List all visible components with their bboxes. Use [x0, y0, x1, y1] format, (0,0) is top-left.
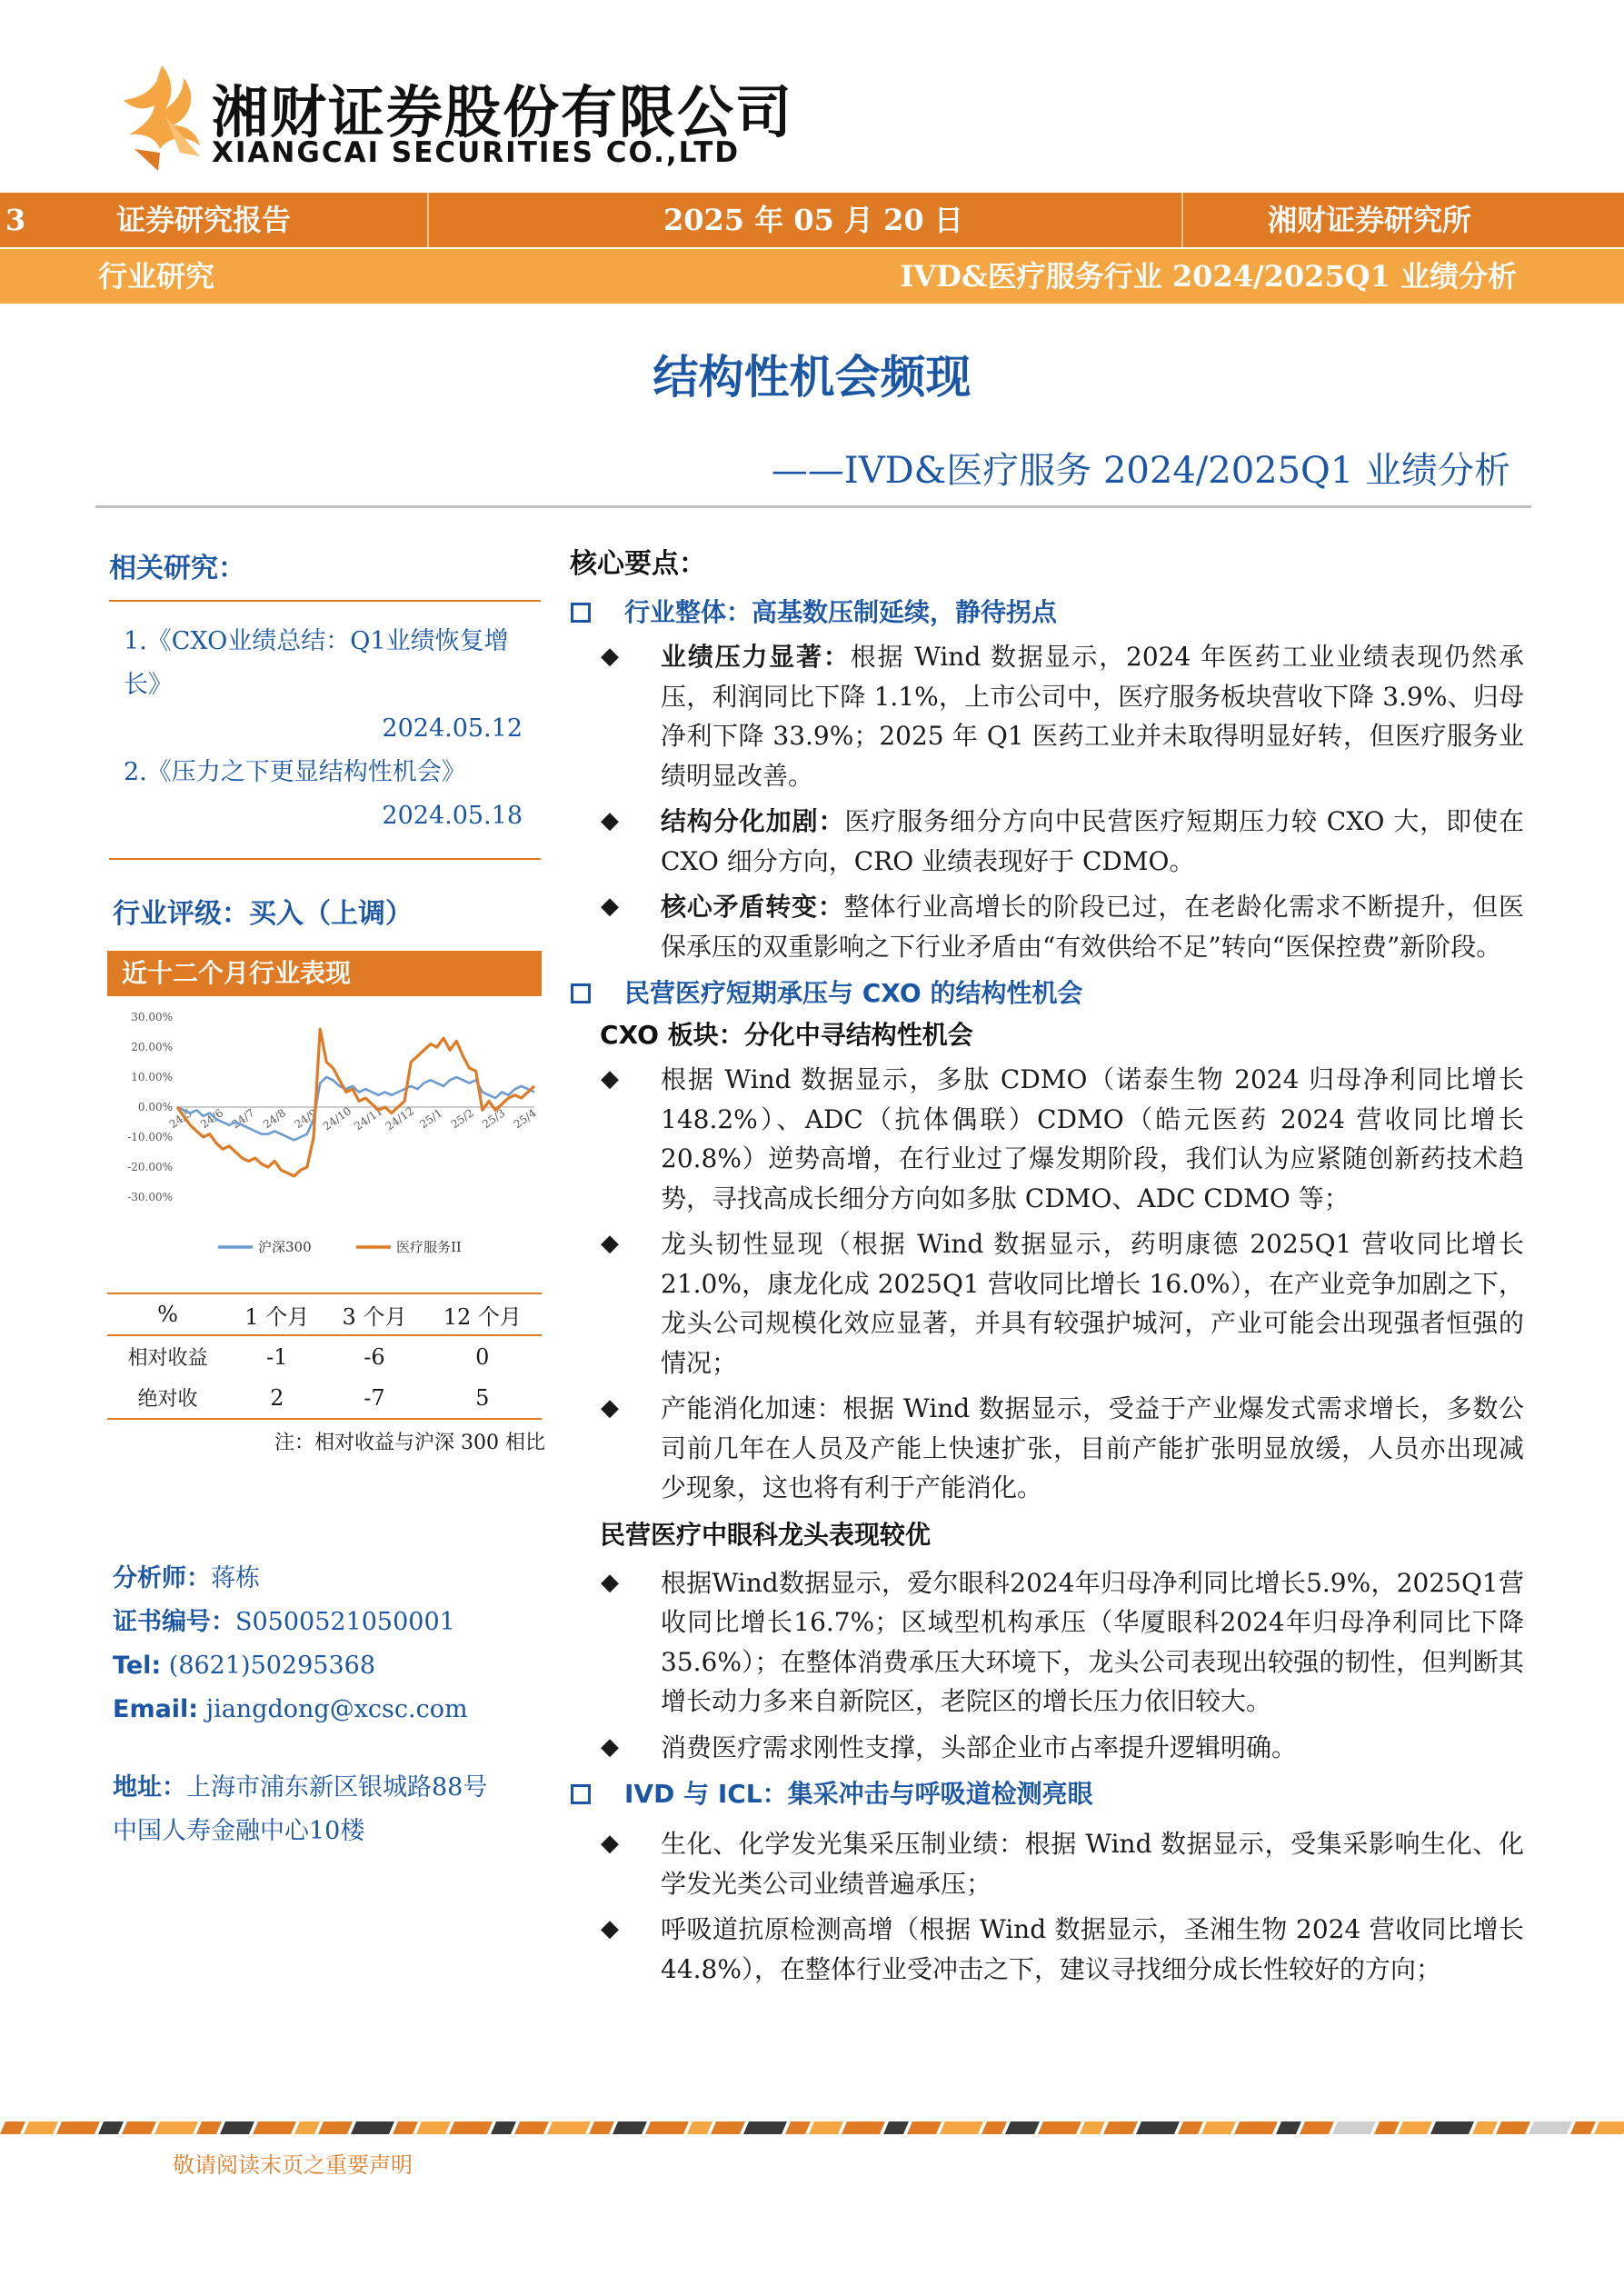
sidebar — [109, 545, 545, 1845]
x-tick-label: 24/10 — [320, 1104, 354, 1133]
x-tick-label: 25/4 — [511, 1106, 539, 1132]
address-line-2: 中国人寿金融中心10楼 — [113, 1817, 365, 1845]
related-item-date: 2024.05.12 — [382, 714, 523, 743]
x-tick-label: 24/12 — [383, 1104, 417, 1133]
tel-label: Tel: — [113, 1652, 162, 1680]
y-tick-label: 0.00% — [137, 1101, 173, 1113]
related-item-title[interactable]: 1.《CXO业绩总结：Q1业绩恢复增长》 — [124, 627, 509, 699]
industry-line: IVD&医疗服务行业 2024/2025Q1 业绩分析 — [900, 259, 1517, 294]
x-tick-label: 24/8 — [261, 1106, 289, 1132]
series-line — [177, 1029, 534, 1176]
table-header-cell: 1 个月 — [244, 1303, 310, 1330]
stripe-segment — [547, 2121, 591, 2134]
list-item: ◆ 根据Wind数据显示，爱尔眼科2024年归母净利同比增长5.9%，2025Q1营收同比增长16.7%；区域型机构承压（华厦眼科2024年归母净利同比下降35.6%）；在整体消费承压大环境下，龙头公司表现出较强的韧性，但判断其增长动力多来自新院区，老院区的增长压力依旧较大。 — [568, 1563, 1531, 1722]
checkbox-square-icon — [571, 603, 591, 623]
performance-note: 注：相对收益与沪深 300 相比 — [274, 1432, 545, 1454]
checkbox-square-icon — [571, 1784, 591, 1804]
footer-stripe — [0, 2121, 1624, 2134]
y-tick-label: 10.00% — [131, 1071, 173, 1083]
list-item: ◆ 结构分化加剧：医疗服务细分方向中民营医疗短期压力较 CXO 大，即使在 CXO 细分方向，CRO 业绩表现好于 CDMO。 — [568, 802, 1531, 881]
table-row — [107, 1377, 542, 1419]
report-subtitle: ——IVD&医疗服务 2024/2025Q1 业绩分析 — [771, 450, 1510, 492]
stripe-segment — [809, 2121, 843, 2134]
email-label: Email: — [113, 1695, 199, 1723]
stripe-segment — [907, 2121, 942, 2134]
x-tick-label: 24/11 — [352, 1104, 385, 1133]
stripe-segment — [1332, 2121, 1376, 2134]
table-row — [107, 1335, 542, 1377]
section-heading: 民营医疗短期承压与 CXO 的结构性机会 — [568, 973, 1531, 1014]
checkbox-square-icon — [571, 983, 591, 1003]
x-tick-label: 24/6 — [198, 1106, 226, 1132]
legend-label: 沪深300 — [258, 1239, 312, 1255]
table-cell: 0 — [475, 1343, 490, 1370]
related-item[interactable] — [124, 751, 541, 838]
stripe-segment — [743, 2121, 787, 2134]
stripe-segment — [842, 2121, 885, 2134]
table-cell: 5 — [475, 1384, 490, 1411]
x-tick-label: 24/5 — [166, 1106, 194, 1132]
list-item: ◆ 根据 Wind 数据显示，多肽 CDMO（诺泰生物 2024 归母净利同比增长 148.2%）、ADC（抗体偶联）CDMO（皓元医药 2024 营收同比增长 20.8%）逆势高增，在行业过了爆发期阶段，我们认为应紧随创新药技术趋势，寻找高成长细分方向如多肽 CDMO、ADC CDMO 等； — [568, 1060, 1531, 1218]
header-bar-secondary — [0, 249, 1624, 304]
list-item: ◆ 生化、化学发光集采压制业绩：根据 Wind 数据显示，受集采影响生化、化学发光类公司业绩普遍承压； — [568, 1824, 1531, 1903]
table-header-cell: 3 个月 — [342, 1303, 407, 1330]
diamond-bullet-icon: ◆ — [601, 1568, 619, 1596]
stripe-segment — [645, 2121, 689, 2134]
stripe-segment — [1103, 2121, 1138, 2134]
email-address[interactable]: jiangdong@xcsc.com — [205, 1695, 468, 1723]
stripe-segment — [24, 2121, 58, 2134]
table-cell: 相对收益 — [127, 1347, 208, 1370]
table-header-cell: % — [157, 1302, 178, 1327]
table-cell: -7 — [364, 1384, 385, 1411]
x-tick-label: 25/2 — [448, 1106, 476, 1132]
performance-table — [107, 1293, 542, 1420]
analyst-name: 蒋栋 — [211, 1564, 260, 1592]
tel-number: (8621)50295368 — [168, 1652, 376, 1680]
table-cell: 2 — [270, 1384, 284, 1411]
stripe-segment — [514, 2121, 549, 2134]
stripe-segment — [1398, 2121, 1432, 2134]
stripe-segment — [449, 2121, 493, 2134]
stripe-segment — [1136, 2121, 1180, 2134]
diamond-bullet-icon: ◆ — [601, 807, 619, 834]
y-tick-label: 30.00% — [131, 1011, 173, 1023]
stripe-segment — [711, 2121, 745, 2134]
header-separator — [1181, 193, 1183, 247]
list-item: ◆ 业绩压力显著：根据 Wind 数据显示，2024 年医药工业业绩表现仍然承压，利润同比下降 1.1%，上市公司中，医疗服务板块营收下降 3.9%、归母净利下降 33.9%；2025 年 Q1 医药工业并未取得明显好转，但医疗服务业绩明显改善。 — [568, 637, 1531, 795]
section-heading: 行业整体：高基数压制延续，静待拐点 — [568, 592, 1531, 634]
y-tick-label: -20.00% — [127, 1161, 173, 1173]
section-heading: IVD 与 ICL：集采冲击与呼吸道检测亮眼 — [568, 1773, 1531, 1815]
title-divider — [95, 505, 1531, 508]
list-item: ◆ 产能消化加速：根据 Wind 数据显示，受益于产业爆发式需求增长，多数公司前几年在人员及产能上快速扩张，目前产能扩张明显放缓，人员亦出现减少现象，这也将有利于产能消化。 — [568, 1389, 1531, 1508]
diamond-bullet-icon: ◆ — [601, 1065, 619, 1093]
stripe-segment — [1529, 2121, 1572, 2134]
legend-label: 医疗服务II — [396, 1239, 462, 1255]
y-tick-label: -30.00% — [127, 1191, 173, 1203]
related-research-list — [109, 600, 541, 860]
address-block — [113, 1766, 549, 1853]
analyst-label: 分析师： — [113, 1564, 211, 1592]
report-title: 结构性机会频现 — [653, 351, 971, 404]
main-content — [568, 541, 1531, 1995]
related-item[interactable] — [124, 620, 541, 751]
diamond-bullet-icon: ◆ — [601, 893, 619, 920]
table-header-row — [107, 1293, 542, 1335]
subsection-heading: 民营医疗中眼科龙头表现较优 — [600, 1519, 932, 1550]
company-name-cn: 湘财证券股份有限公司 — [212, 79, 794, 145]
x-tick-label: 25/3 — [480, 1106, 508, 1132]
x-tick-label: 24/7 — [229, 1106, 257, 1132]
company-name-en: XIANGCAI SECURITIES CO.,LTD — [212, 136, 741, 169]
stripe-segment — [1430, 2121, 1474, 2134]
analyst-info — [113, 1557, 468, 1732]
industry-rating: 行业评级：买入（上调） — [113, 898, 413, 930]
address-label: 地址： — [113, 1773, 186, 1802]
list-item: ◆ 龙头韧性显现（根据 Wind 数据显示，药明康德 2025Q1 营收同比增长 21.0%，康龙化成 2025Q1 营收同比增长 16.0%），在产业竞争加剧之下，龙头公司规模化效应显著，并具有较强护城河，产业可能会出现强者恒强的情况； — [568, 1224, 1531, 1383]
stripe-segment — [1234, 2121, 1278, 2134]
diamond-bullet-icon: ◆ — [601, 1394, 619, 1422]
x-tick-label: 25/1 — [417, 1106, 445, 1132]
table-cell: -6 — [364, 1343, 385, 1370]
footer-disclaimer: 敬请阅读末页之重要声明 — [173, 2152, 413, 2178]
address-line-1: 上海市浦东新区银城路88号 — [186, 1773, 488, 1802]
stripe-segment — [1300, 2121, 1334, 2134]
table-header-cell: 12 个月 — [443, 1303, 522, 1330]
stripe-segment — [318, 2121, 353, 2134]
diamond-bullet-icon: ◆ — [601, 1915, 619, 1942]
institute-name: 湘财证券研究所 — [1268, 203, 1472, 237]
diamond-bullet-icon: ◆ — [601, 1230, 619, 1257]
stripe-segment — [1038, 2121, 1081, 2134]
stripe-segment — [220, 2121, 254, 2134]
related-item-date: 2024.05.18 — [382, 802, 523, 830]
related-item-title[interactable]: 2.《压力之下更显结构性机会》 — [124, 758, 466, 786]
x-tick-label: 24/9 — [292, 1106, 320, 1132]
company-logo — [116, 62, 794, 180]
subsection-heading: CXO 板块：分化中寻结构性机会 — [600, 1020, 973, 1050]
report-category: 行业研究 — [98, 259, 215, 294]
report-type: 证券研究报告 — [116, 203, 292, 237]
header-bar-primary — [0, 193, 1624, 247]
list-item: ◆ 消费医疗需求刚性支撑，头部企业市占率提升逻辑明确。 — [568, 1728, 1531, 1768]
cert-label: 证书编号： — [113, 1608, 235, 1636]
stripe-segment — [122, 2121, 156, 2134]
list-item: ◆ 呼吸道抗原检测高增（根据 Wind 数据显示，圣湘生物 2024 营收同比增长 44.8%），在整体行业受冲击之下，建议寻找细分成长性较好的方向； — [568, 1910, 1531, 1989]
cert-number: S0500521050001 — [235, 1608, 455, 1636]
stripe-segment — [1201, 2121, 1236, 2134]
stripe-segment — [416, 2121, 451, 2134]
report-date: 2025 年 05 月 20 日 — [663, 203, 963, 237]
stripe-segment — [1005, 2121, 1040, 2134]
related-research-heading: 相关研究： — [109, 553, 245, 584]
stripe-segment — [351, 2121, 394, 2134]
table-cell: 绝对收 — [137, 1388, 198, 1411]
performance-heading: 近十二个月行业表现 — [107, 951, 542, 996]
stripe-segment — [940, 2121, 983, 2134]
diamond-bullet-icon: ◆ — [601, 643, 619, 670]
header-separator — [427, 193, 429, 247]
y-tick-label: -10.00% — [127, 1131, 173, 1143]
diamond-bullet-icon: ◆ — [601, 1830, 619, 1857]
stripe-segment — [154, 2121, 198, 2134]
stripe-segment — [253, 2121, 296, 2134]
stripe-segment — [613, 2121, 647, 2134]
page-number: 3 — [5, 203, 26, 237]
core-points-heading: 核心要点： — [570, 548, 706, 580]
performance-chart — [109, 1004, 543, 1263]
stripe-segment — [56, 2121, 100, 2134]
table-cell: -1 — [266, 1343, 288, 1370]
diamond-bullet-icon: ◆ — [601, 1732, 619, 1761]
y-tick-label: 20.00% — [131, 1041, 173, 1053]
list-item: ◆ 核心矛盾转变：整体行业高增长的阶段已过，在老龄化需求不断提升，但医保承压的双重影响之下行业矛盾由“有效供给不足”转向“医保控费”新阶段。 — [568, 887, 1531, 966]
logo-mark-icon — [116, 62, 203, 171]
stripe-segment — [1496, 2121, 1530, 2134]
